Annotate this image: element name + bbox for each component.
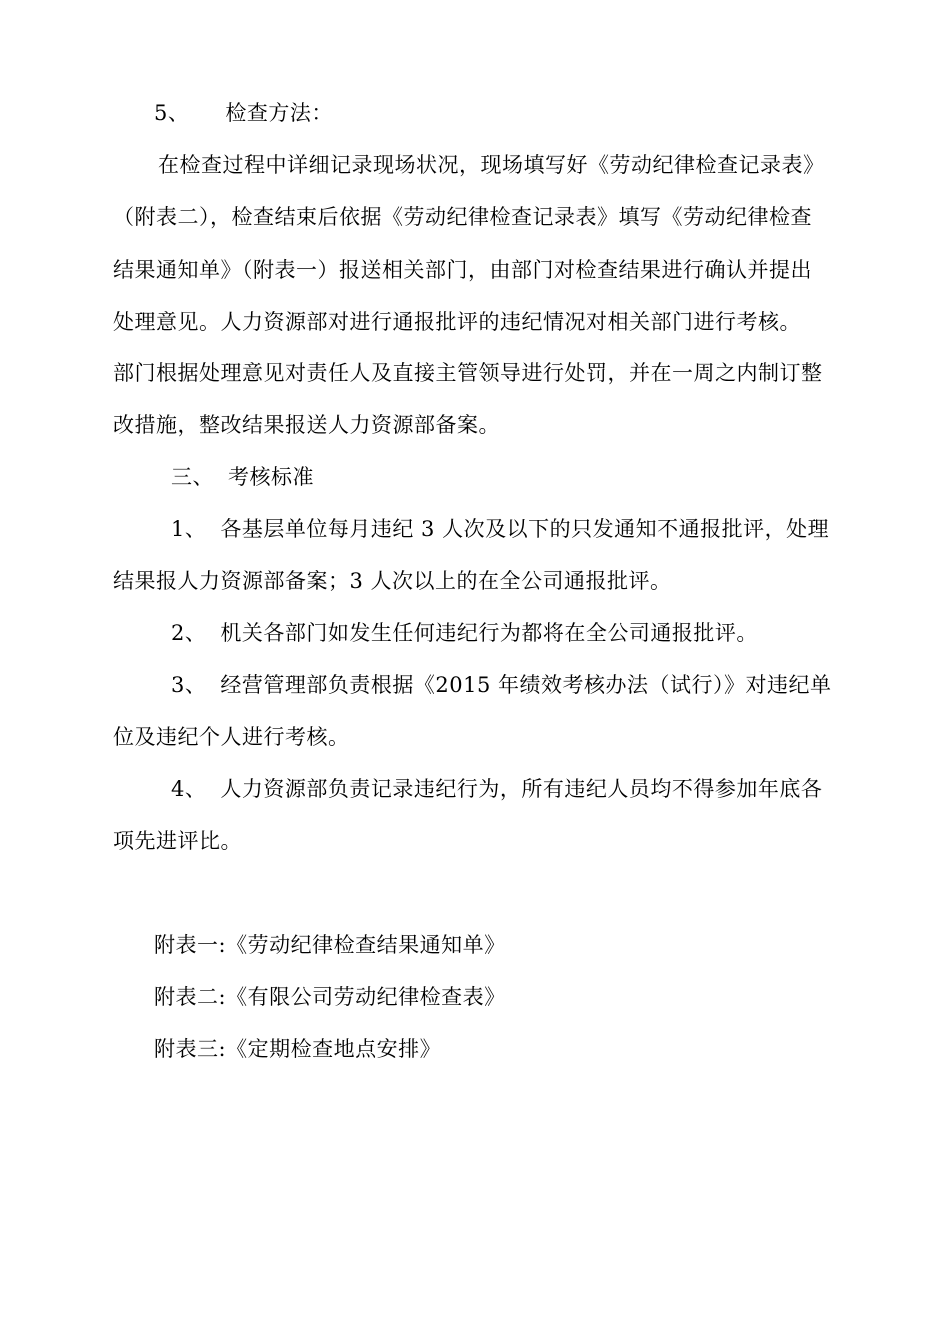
item-text: 经营管理部负责根据《2015 年绩效考核办法（试行）》对违纪单 [220, 673, 832, 697]
method-paragraph-line: 部门根据处理意见对责任人及直接主管领导进行处罚，并在一周之内制订整 [113, 361, 823, 385]
assessment-item-continuation: 位及违纪个人进行考核。 [113, 725, 350, 749]
assessment-item [171, 774, 822, 804]
assessment-item [171, 670, 832, 700]
attachment-line: 附表一:《劳动纪律检查结果通知单》 [154, 933, 506, 957]
item-number: 4、 [171, 777, 207, 801]
assessment-item-continuation: 结果报人力资源部备案；3 人次以上的在全公司通报批评。 [113, 569, 672, 593]
section-heading-assessment [171, 462, 314, 492]
assessment-item-continuation: 项先进评比。 [113, 829, 242, 853]
assessment-item [171, 618, 758, 648]
attachment-line: 附表三:《定期检查地点安排》 [154, 1037, 442, 1061]
item-text: 机关各部门如发生任何违纪行为都将在全公司通报批评。 [220, 621, 758, 645]
method-paragraph-line: （附表二），检查结束后依据《劳动纪律检查记录表》填写《劳动纪律检查 [113, 205, 812, 229]
item-number: 2、 [171, 621, 207, 645]
method-paragraph-line: 结果通知单》（附表一）报送相关部门，由部门对检查结果进行确认并提出 [113, 258, 812, 282]
section-number: 5、 [154, 101, 190, 125]
item-number: 3、 [171, 673, 207, 697]
method-paragraph-line: 处理意见。人力资源部对进行通报批评的违纪情况对相关部门进行考核。 [113, 310, 801, 334]
attachment-line: 附表二:《有限公司劳动纪律检查表》 [154, 985, 506, 1009]
section-title: 检查方法： [225, 101, 333, 125]
method-paragraph-line: 在检查过程中详细记录现场状况，现场填写好《劳动纪律检查记录表》 [158, 153, 825, 177]
item-number: 1、 [171, 517, 207, 541]
section-title: 考核标准 [228, 465, 314, 489]
method-paragraph-line: 改措施，整改结果报送人力资源部备案。 [113, 413, 500, 437]
assessment-item [171, 514, 829, 544]
item-text: 各基层单位每月违纪 3 人次及以下的只发通知不通报批评，处理 [220, 517, 830, 541]
item-text: 人力资源部负责记录违纪行为，所有违纪人员均不得参加年底各 [220, 777, 823, 801]
section-number: 三、 [171, 465, 214, 489]
section-heading-method [154, 98, 333, 128]
